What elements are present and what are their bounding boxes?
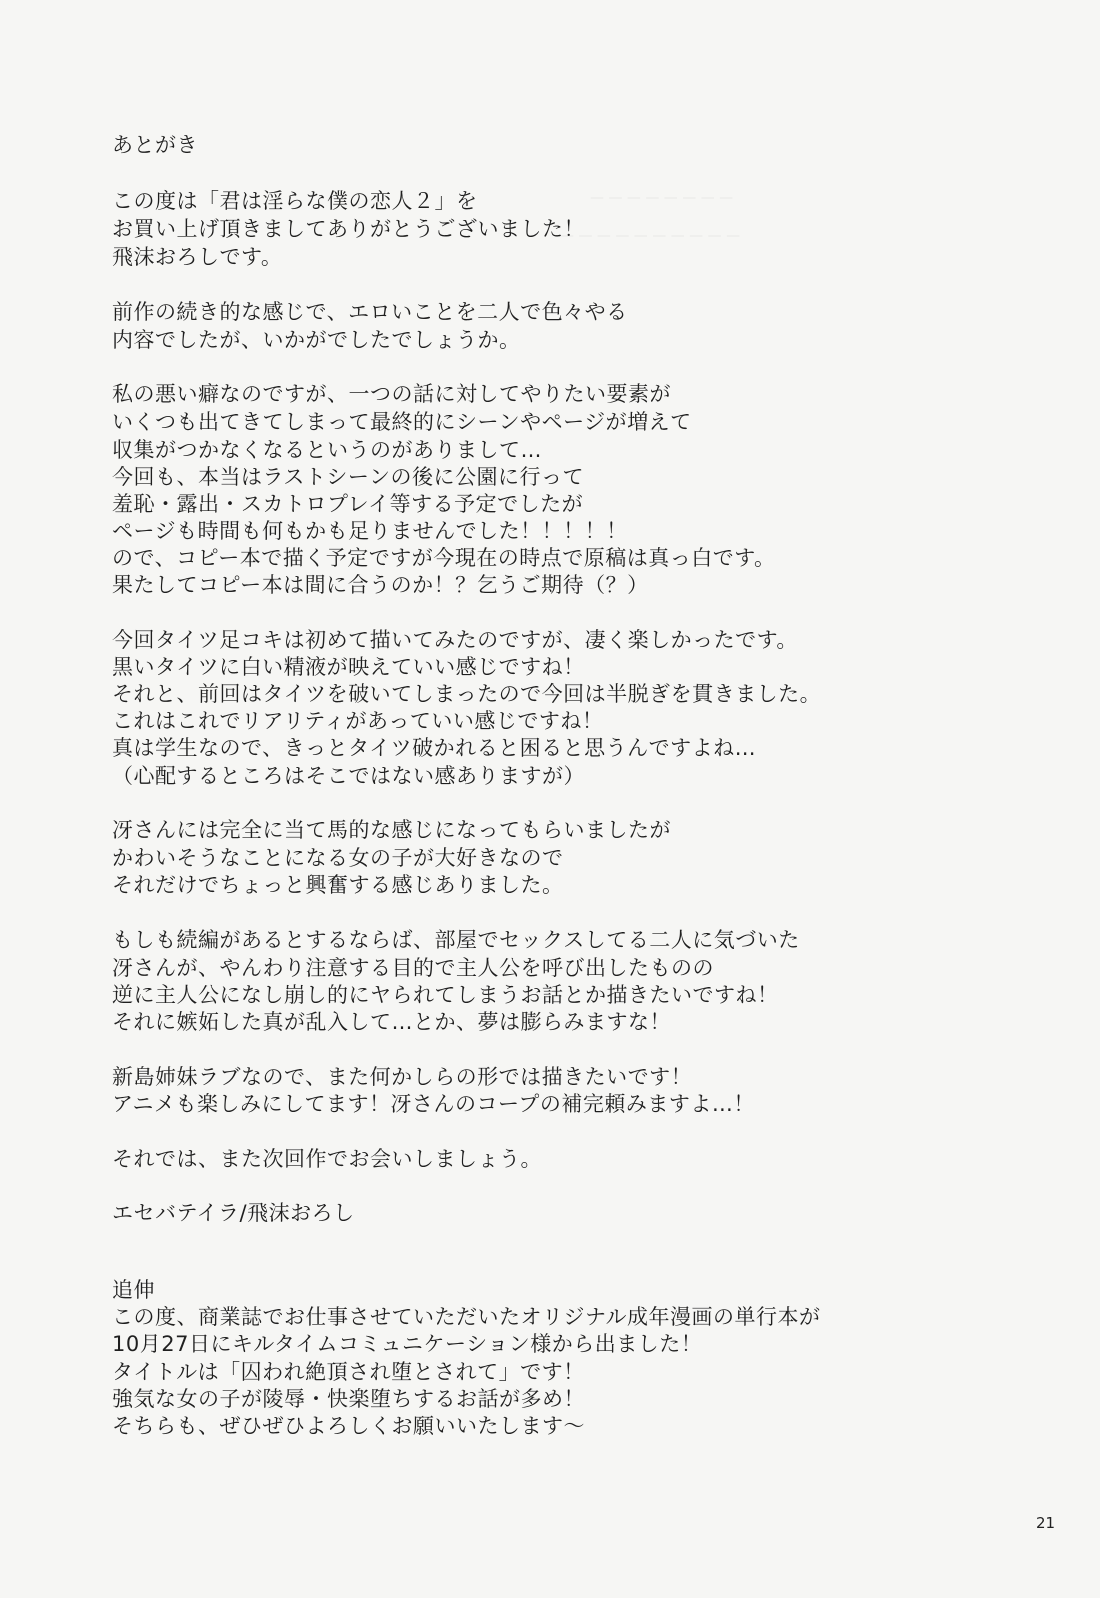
text-line: 内容でしたが、いかがでしたでしょうか。 (112, 328, 521, 352)
text-line: 収集がつかなくなるというのがありまして… (112, 438, 542, 462)
afterword-heading: あとがき (112, 133, 198, 157)
text-line: 羞恥・露出・スカトロプレイ等する予定でしたが (112, 492, 584, 516)
text-line: 逆に主人公になし崩し的にヤられてしまうお話とか描きたいですね！ (112, 983, 779, 1007)
text-line: 今回タイツ足コキは初めて描いてみたのですが、凄く楽しかったです。 (112, 628, 798, 652)
postscript-heading: 追伸 (112, 1278, 155, 1302)
page-number: 21 (1036, 1514, 1056, 1532)
postscript-line: そちらも、ぜひぜひよろしくお願いいたします～ (112, 1414, 585, 1438)
text-line: ので、コピー本で描く予定ですが今現在の時点で原稿は真っ白です。 (112, 546, 776, 570)
text-line: ページも時間も何もかも足りませんでした！！！！！ (112, 519, 628, 543)
text-line: 新島姉妹ラブなので、また何かしらの形では描きたいです！ (112, 1065, 693, 1089)
text-line: それに嫉妬した真が乱入して…とか、夢は膨らみますな！ (112, 1010, 671, 1034)
text-line: 冴さんが、やんわり注意する目的で主人公を呼び出したものの (112, 956, 714, 980)
bleed-through-text: — — — — — — — — — — (560, 228, 741, 244)
text-line: 真は学生なので、きっとタイツ破かれると困ると思うんですよね… (112, 736, 757, 760)
text-line: いくつも出てきてしまって最終的にシーンやページが増えて (112, 410, 692, 434)
text-line: この度は「君は淫らな僕の恋人２」を (112, 189, 478, 213)
text-line: （心配するところはそこではない感ありますが） (112, 764, 585, 788)
text-line: 黒いタイツに白い精液が映えていい感じですね！ (112, 655, 585, 679)
text-line: 果たしてコピー本は間に合うのか！？乞うご期待（？） (112, 573, 649, 597)
bleed-through-text: — — — — — — — — (590, 190, 734, 206)
text-line: 冴さんには完全に当て馬的な感じになってもらいましたが (112, 818, 671, 842)
text-line: 今回も、本当はラストシーンの後に公園に行って (112, 465, 584, 489)
text-line: アニメも楽しみにしてます！冴さんのコープの補完頼みますよ…！ (112, 1092, 755, 1116)
text-line: 飛沫おろしです。 (112, 245, 283, 269)
author-signature: エセバテイラ/飛沫おろし (112, 1201, 355, 1225)
postscript-line: 強気な女の子が陵辱・快楽堕ちするお話が多め！ (112, 1387, 585, 1411)
postscript-line: タイトルは「囚われ絶頂され堕とされて」です！ (112, 1360, 585, 1384)
text-line: もしも続編があるとするならば、部屋でセックスしてる二人に気づいた (112, 928, 800, 952)
text-line: 私の悪い癖なのですが、一つの話に対してやりたい要素が (112, 382, 671, 406)
postscript-line: 10月27日にキルタイムコミュニケーション様から出ました！ (112, 1332, 703, 1356)
postscript-line: この度、商業誌でお仕事させていただいたオリジナル成年漫画の単行本が (112, 1305, 821, 1329)
text-line: お買い上げ頂きましてありがとうございました！ (112, 217, 585, 241)
text-line: それだけでちょっと興奮する感じありました。 (112, 873, 564, 897)
text-line: それでは、また次回作でお会いしましょう。 (112, 1147, 542, 1171)
text-line: これはこれでリアリティがあっていい感じですね！ (112, 709, 604, 733)
text-line: 前作の続き的な感じで、エロいことを二人で色々やる (112, 300, 628, 324)
text-line: それと、前回はタイツを破いてしまったので今回は半脱ぎを貫きました。 (112, 682, 822, 706)
text-line: かわいそうなことになる女の子が大好きなので (112, 846, 564, 870)
